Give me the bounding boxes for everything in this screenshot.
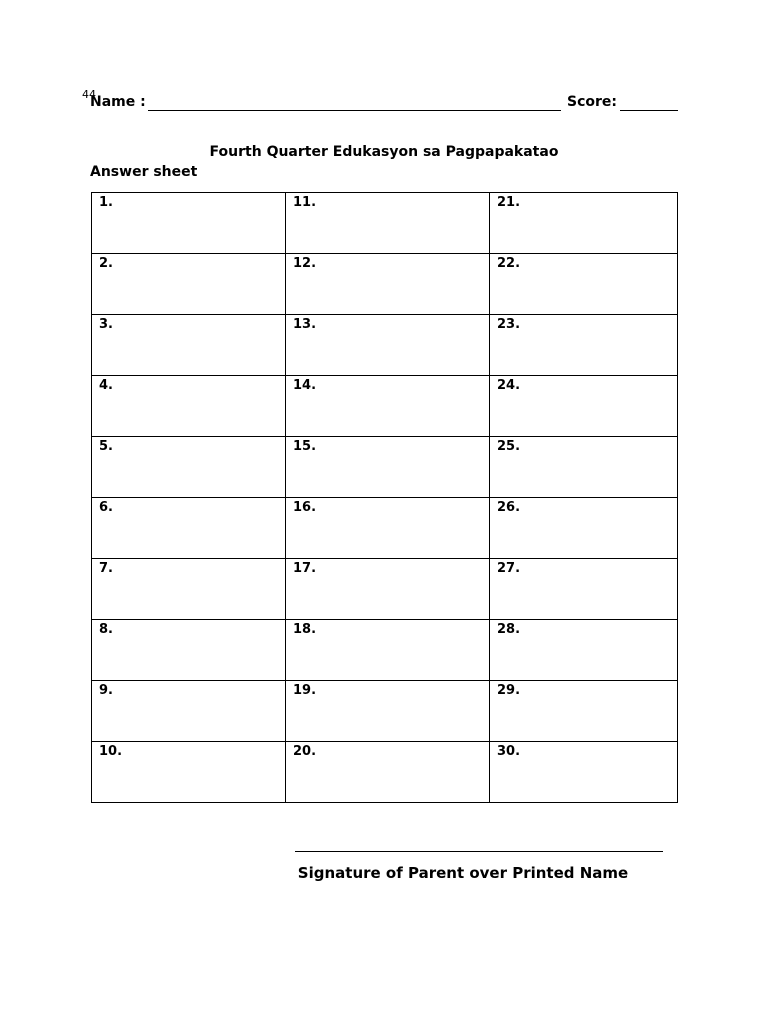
table-row [92,681,678,742]
answer-grid [91,192,678,803]
answer-cell[interactable]: 16. [286,498,490,559]
answer-cell[interactable]: 24. [490,376,678,437]
answer-cell[interactable]: 2. [92,254,286,315]
answer-cell[interactable]: 17. [286,559,490,620]
answer-cell[interactable]: 4. [92,376,286,437]
table-row [92,193,678,254]
answer-cell[interactable]: 13. [286,315,490,376]
document-title: Fourth Quarter Edukasyon sa Pagpapakatao [209,144,559,160]
name-blank-line[interactable] [148,110,561,111]
answer-cell[interactable]: 14. [286,376,490,437]
answer-cell[interactable]: 18. [286,620,490,681]
answer-cell[interactable]: 8. [92,620,286,681]
answer-cell[interactable]: 10. [92,742,286,803]
answer-cell[interactable]: 27. [490,559,678,620]
answer-cell[interactable]: 30. [490,742,678,803]
answer-cell[interactable]: 26. [490,498,678,559]
table-row [92,498,678,559]
answer-cell[interactable]: 29. [490,681,678,742]
answer-cell[interactable]: 1. [92,193,286,254]
table-row [92,254,678,315]
score-label: Score: [567,94,617,110]
name-label: Name : [90,94,146,110]
answer-cell[interactable]: 25. [490,437,678,498]
page-number: 44 [82,88,96,101]
answer-cell[interactable]: 15. [286,437,490,498]
table-row [92,742,678,803]
answer-sheet-label: Answer sheet [90,164,198,180]
answer-cell[interactable]: 22. [490,254,678,315]
table-row [92,620,678,681]
score-blank-line[interactable] [620,110,678,111]
answer-cell[interactable]: 9. [92,681,286,742]
answer-cell[interactable]: 12. [286,254,490,315]
table-row [92,376,678,437]
answer-cell[interactable]: 20. [286,742,490,803]
answer-grid-body [92,193,678,803]
answer-cell[interactable]: 21. [490,193,678,254]
signature-caption: Signature of Parent over Printed Name [297,864,629,882]
table-row [92,437,678,498]
answer-cell[interactable]: 28. [490,620,678,681]
answer-cell[interactable]: 3. [92,315,286,376]
answer-cell[interactable]: 7. [92,559,286,620]
answer-cell[interactable]: 23. [490,315,678,376]
answer-cell[interactable]: 5. [92,437,286,498]
answer-cell[interactable]: 19. [286,681,490,742]
signature-line[interactable] [295,851,663,852]
header-line [90,94,678,114]
table-row [92,315,678,376]
table-row [92,559,678,620]
answer-cell[interactable]: 11. [286,193,490,254]
answer-cell[interactable]: 6. [92,498,286,559]
